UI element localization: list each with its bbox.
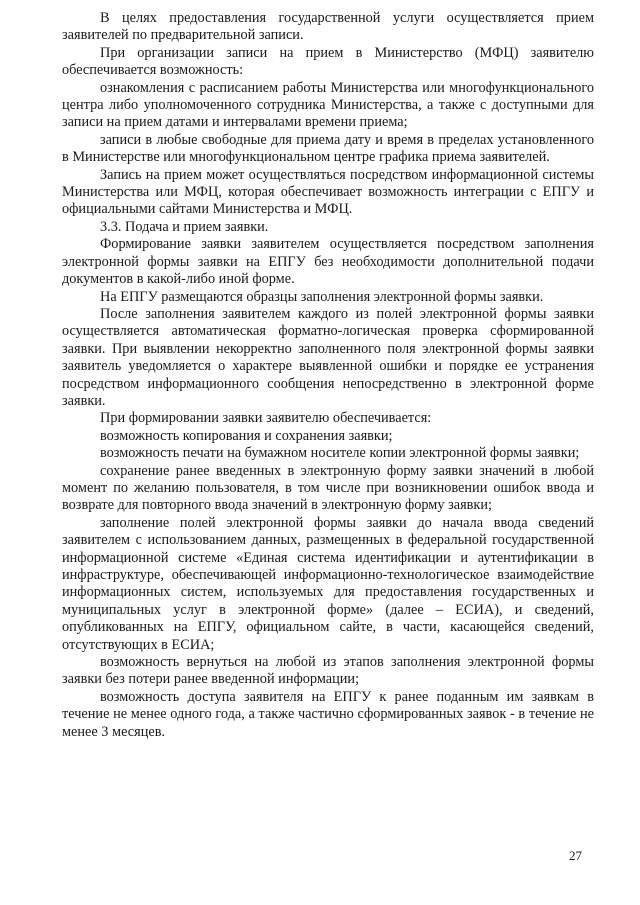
paragraph-prior-appointment: В целях предоставления государственной услуги осуществляется прием заявителей по предварительной записи. <box>62 10 594 44</box>
paragraph-form-samples: На ЕПГУ размещаются образцы заполнения электронной формы заявки. <box>100 288 544 305</box>
paragraph-free-slot-booking: записи в любые свободные для приема дату и время в пределах установленного в Министерстве или многофункциональном центре графика приема заявителей. <box>62 131 594 166</box>
list-item-access-applications: возможность доступа заявителя на ЕПГУ к ранее поданным им заявкам в течение не менее одного года, а также частично сформированных заявок - в течение не менее 3 месяцев. <box>62 688 594 740</box>
paragraph-booking-system: Запись на прием может осуществляться посредством информационной системы Министерства или МФЦ, которая обеспечивает возможность интеграции с ЕПГУ и официальными сайтами Министерства и МФЦ. <box>62 166 594 218</box>
list-item-return-to-step: возможность вернуться на любой из этапов заполнения электронной формы заявки без потери ранее введенной информации; <box>62 654 594 688</box>
list-item-copy-save: возможность копирования и сохранения заявки; <box>100 427 393 444</box>
document-body <box>62 10 594 741</box>
list-item-esia-prefill: заполнение полей электронной формы заявки до начала ввода сведений заявителем с использованием данных, размещенных в федеральной государственной информационной системе «Единая система идентификации и аутентификации в инфраструктуре, обеспечивающей информационно-технологическое взаимодействие информационных систем, используемых для предоставления государственных и муниципальных услуг в электронной форме» (далее – ЕСИА), и сведений, опубликованных на ЕПГУ, официальном сайте, в части, касающейся сведений, отсутствующих в ЕСИА; <box>62 514 594 653</box>
section-heading-3-3: 3.3. Подача и прием заявки. <box>100 218 269 235</box>
list-item-save-values: сохранение ранее введенных в электронную форму заявки значений в любой момент по желанию пользователя, в том числе при возникновении ошибок ввода и возврате для повторного ввода значений в электронную форму заявки; <box>62 462 594 514</box>
list-item-print: возможность печати на бумажном носителе копии электронной формы заявки; <box>100 445 580 462</box>
paragraph-format-logical-check: После заполнения заявителем каждого из полей электронной формы заявки осуществляется автоматическая форматно-логическая проверка сформированной заявки. При выявлении некорректно заполненного поля электронной формы заявки заявитель уведомляется о характере выявленной ошибки и порядке ее устранения посредством информационного сообщения непосредственно в электронной форме заявки. <box>62 305 594 409</box>
paragraph-application-forming: Формирование заявки заявителем осуществляется посредством заполнения электронной формы заявки на ЕПГУ без необходимости дополнительной подачи документов в какой-либо иной форме. <box>62 236 594 288</box>
paragraph-appointment-organization: При организации записи на прием в Министерство (МФЦ) заявителю обеспечивается возможность: <box>62 44 594 79</box>
paragraph-schedule-familiarization: ознакомления с расписанием работы Министерства или многофункционального центра либо уполномоченного сотрудника Министерства, а также с доступными для записи на прием датами и интервалами времени приема; <box>62 79 594 131</box>
paragraph-applicant-provisions: При формировании заявки заявителю обеспечивается: <box>100 410 432 427</box>
page-number: 27 <box>569 848 582 863</box>
